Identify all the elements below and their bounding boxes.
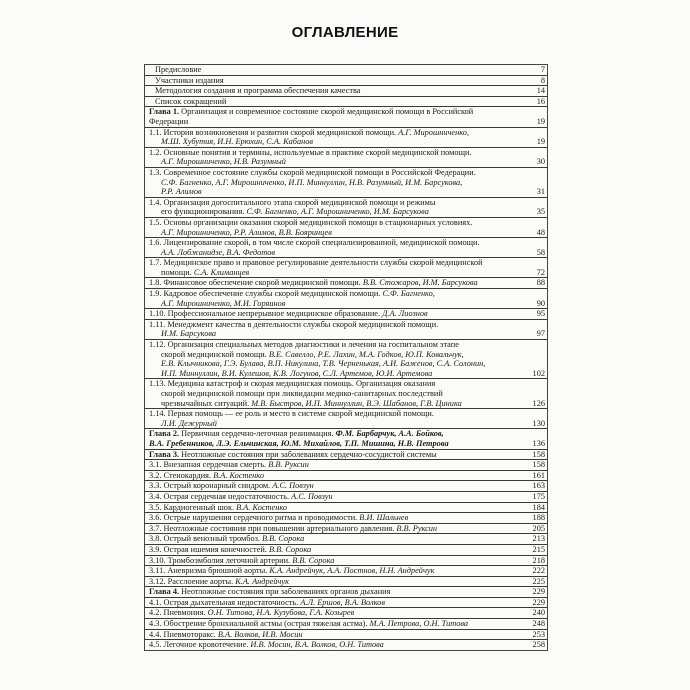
toc-entry-line bbox=[149, 148, 547, 158]
toc-entry-authors: В.А. Костенко bbox=[236, 502, 288, 512]
toc-entry-title: 1.14. Первая помощь — ее роль и место в системе скорой медицинской помощи. bbox=[149, 409, 434, 419]
toc-page-number: 253 bbox=[532, 629, 545, 639]
toc-chapter-subject: Неотложные состояния при заболеваниях сердечно-сосудистой системы bbox=[179, 449, 437, 459]
toc-page-number: 248 bbox=[532, 619, 545, 629]
toc-entry-authors: В.А. Гребенников, Л.Э. Ельчинская, Ю.М. Михайлов, Т.П. Мишина, Н.В. Петрова bbox=[149, 438, 449, 448]
toc-page-number: 31 bbox=[536, 187, 545, 197]
toc-entry-line bbox=[149, 65, 547, 75]
toc-entry-authors: В.В. Стожаров, И.М. Барсукова bbox=[362, 278, 478, 288]
toc-entry-authors: И.П. Миннуллин, В.И. Кулешов, К.В. Логунов, С.Л. Артемов, Ю.И. Артемова bbox=[161, 368, 433, 378]
toc-page-number: 225 bbox=[532, 576, 545, 586]
toc-section-row bbox=[145, 218, 547, 238]
toc-page-number: 229 bbox=[532, 597, 545, 607]
toc-section-row bbox=[145, 128, 547, 148]
toc-section-row bbox=[145, 168, 547, 198]
toc-entry-authors: А.Г. Мирошниченко, Н.В. Разумный bbox=[161, 157, 286, 167]
toc-entry-title: 4.4. Пневмоторакс. bbox=[149, 629, 218, 639]
toc-entry-line bbox=[149, 218, 547, 228]
toc-entry-line bbox=[149, 187, 547, 197]
toc-entry-line bbox=[149, 524, 547, 534]
toc-entry-title: 1.8. Финансовое обеспечение скорой медицинской помощи. bbox=[149, 278, 363, 288]
toc-entry-title: 3.3. Острый коронарный синдром. bbox=[149, 481, 273, 491]
toc-entry-line bbox=[149, 97, 547, 107]
toc-chapter-subject: Федерации bbox=[149, 116, 189, 126]
toc-front-row bbox=[145, 65, 547, 76]
toc-entry-line bbox=[149, 258, 547, 268]
toc-section-row bbox=[145, 640, 547, 650]
toc-entry-title: 1.7. Медицинское право и правовое регулирование деятельности службы скорой медицинской bbox=[149, 258, 483, 268]
toc-entry-title: 3.4. Острая сердечная недостаточность. bbox=[149, 491, 292, 501]
toc-entry-line bbox=[149, 598, 547, 608]
toc-entry-authors: М.В. Быстров, И.П. Миннуллин, В.Э. Шабанов, Г.В. Циника bbox=[251, 398, 462, 408]
toc-page-number: 229 bbox=[532, 587, 545, 597]
toc-entry-authors: Д.А. Лиознов bbox=[382, 309, 428, 319]
toc-entry-line bbox=[149, 128, 547, 138]
toc-entry-title: 1.2. Основные понятия и термины, используемые в практике скорой медицинской помощи. bbox=[149, 147, 472, 157]
toc-entry-authors: И.В. Мосин, В.А. Волков, О.Н. Титова bbox=[250, 640, 384, 650]
toc-entry-title: 1.12. Организация специальных методов диагностики и лечения на госпитальном этапе bbox=[149, 340, 459, 350]
toc-entry-line bbox=[149, 76, 547, 86]
toc-page-number: 48 bbox=[536, 227, 545, 237]
toc-entry-line bbox=[149, 340, 547, 350]
toc-section-row bbox=[145, 481, 547, 492]
toc-page-number: 88 bbox=[536, 278, 545, 288]
toc-chapter-subject: Неотложные состояния при заболеваниях органов дыхания bbox=[179, 587, 391, 597]
toc-entry-title: Глава 1. bbox=[149, 107, 180, 117]
toc-section-row bbox=[145, 545, 547, 556]
toc-entry-title: 1.9. Кадровое обеспечение службы скорой медицинской помощи. bbox=[149, 289, 383, 299]
toc-entry-line bbox=[149, 399, 547, 409]
table-of-contents bbox=[144, 64, 548, 651]
toc-entry-line bbox=[149, 481, 547, 491]
toc-page-number: 258 bbox=[532, 640, 545, 650]
toc-section-row bbox=[145, 309, 547, 320]
toc-entry-line bbox=[149, 198, 547, 208]
toc-entry-title: Предисловие bbox=[155, 65, 202, 74]
toc-entry-title: 4.1. Острая дыхательная недостаточность. bbox=[149, 597, 301, 607]
toc-entry-line bbox=[149, 503, 547, 513]
toc-section-row bbox=[145, 608, 547, 619]
toc-page-number: 8 bbox=[540, 75, 545, 85]
toc-entry-line bbox=[149, 545, 547, 555]
toc-entry-line bbox=[149, 619, 547, 629]
toc-entry-title: скорой медицинской помощи при ликвидации медико-санитарных последствий bbox=[161, 389, 443, 398]
toc-entry-line bbox=[149, 299, 547, 309]
toc-entry-title: 3.8. Острый венозный тромбоз. bbox=[149, 534, 263, 544]
toc-entry-authors: О.Н. Титова, Н.А. Кузубова, Г.А. Козырев bbox=[207, 608, 355, 618]
toc-entry-authors: В.В. Сорока bbox=[292, 555, 335, 565]
toc-entry-authors: Л.И. Дежурный bbox=[161, 418, 217, 428]
toc-page-number: 240 bbox=[532, 608, 545, 618]
toc-entry-line bbox=[149, 429, 547, 439]
toc-page-number: 184 bbox=[532, 502, 545, 512]
toc-entry-line bbox=[149, 350, 547, 360]
toc-section-row bbox=[145, 630, 547, 641]
toc-section-row bbox=[145, 619, 547, 630]
toc-entry-authors: В.Е. Савелло, Р.Е. Лахин, М.А. Годков, Ю.П. Ковальчук, bbox=[268, 349, 464, 359]
toc-entry-title: 1.13. Медицина катастроф и скорая медицинская помощь. Организация оказания bbox=[149, 379, 436, 389]
toc-page-number: 14 bbox=[536, 86, 545, 96]
toc-entry-line bbox=[149, 359, 547, 369]
toc-section-row bbox=[145, 148, 547, 168]
toc-section-row bbox=[145, 598, 547, 609]
toc-entry-line bbox=[149, 137, 547, 147]
toc-entry-line bbox=[149, 556, 547, 566]
toc-chapter-row bbox=[145, 587, 547, 598]
toc-entry-authors: В.В. Руксин bbox=[268, 460, 309, 470]
toc-page-number: 205 bbox=[532, 523, 545, 533]
toc-entry-authors: К.А. Андрейчук bbox=[235, 576, 289, 586]
toc-page-number: 188 bbox=[532, 513, 545, 523]
toc-page-number: 130 bbox=[532, 418, 545, 428]
toc-page-number: 90 bbox=[536, 298, 545, 308]
toc-entry-line bbox=[149, 117, 547, 127]
toc-section-row bbox=[145, 524, 547, 535]
toc-section-row bbox=[145, 577, 547, 588]
toc-entry-title: Глава 2. bbox=[149, 429, 180, 439]
toc-page-number: 30 bbox=[536, 157, 545, 167]
toc-page-number: 218 bbox=[532, 555, 545, 565]
toc-page-number: 72 bbox=[536, 267, 545, 277]
toc-entry-title: 4.3. Обострение бронхиальной астмы (острая тяжелая астма). bbox=[149, 619, 370, 629]
toc-entry-line bbox=[149, 513, 547, 523]
toc-section-row bbox=[145, 534, 547, 545]
toc-section-row bbox=[145, 379, 547, 409]
toc-entry-line bbox=[149, 309, 547, 319]
toc-section-row bbox=[145, 320, 547, 340]
toc-entry-title: 1.11. Менеджмент качества в деятельности службы скорой медицинской помощи. bbox=[149, 319, 439, 329]
toc-entry-authors: В.А. Костенко bbox=[213, 470, 264, 480]
toc-entry-line bbox=[149, 492, 547, 502]
toc-entry-authors: Е.В. Клычникова, Г.Э. Булава, В.П. Никулина, Т.В. Черненькая, А.И. Баженов, С.А. Солонин, bbox=[161, 359, 486, 369]
toc-entry-line bbox=[149, 107, 547, 117]
toc-entry-title: его функционирования. bbox=[161, 207, 247, 217]
toc-entry-authors: С.А. Климанцев bbox=[193, 267, 250, 277]
toc-entry-authors: Ф.М. Барбарчук, А.А. Бойков, bbox=[335, 429, 444, 439]
toc-entry-authors: К.А. Андрейчук, А.А. Постнов, Н.Н. Андрейчук bbox=[269, 566, 435, 576]
toc-entry-line bbox=[149, 534, 547, 544]
page-title: ОГЛАВЛЕНИЕ bbox=[291, 24, 399, 41]
toc-page-number: 136 bbox=[532, 438, 545, 448]
toc-entry-authors: А.Г. Мирошниченко, bbox=[398, 127, 470, 137]
toc-entry-title: 1.10. Профессиональное непрерывное медицинское образование. bbox=[149, 309, 383, 319]
toc-entry-authors: А.Л. Ершов, В.А. Волков bbox=[300, 597, 385, 607]
toc-entry-line bbox=[149, 238, 547, 248]
toc-entry-authors: А.Г. Мирошниченко, М.И. Горяинов bbox=[161, 298, 286, 308]
toc-entry-title: 3.2. Стенокардия. bbox=[149, 470, 214, 480]
toc-chapter-row bbox=[145, 429, 547, 449]
toc-entry-line bbox=[149, 278, 547, 288]
toc-entry-title: 3.7. Неотложные состояния при повышении артериального давления. bbox=[149, 523, 397, 533]
toc-entry-authors: В.А. Волков, И.В. Мосин bbox=[217, 629, 303, 639]
toc-entry-title: помощи. bbox=[161, 267, 194, 277]
toc-page-number: 19 bbox=[536, 137, 545, 147]
toc-entry-title: 1.4. Организация догоспитального этапа скорой медицинской помощи и режимы bbox=[149, 197, 436, 207]
toc-page-number: 102 bbox=[532, 368, 545, 378]
toc-entry-line bbox=[149, 329, 547, 339]
toc-entry-title: 3.5. Кардиогенный шок. bbox=[149, 502, 237, 512]
toc-entry-authors: Р.Р. Алимов bbox=[161, 187, 202, 197]
toc-entry-line bbox=[149, 587, 547, 597]
toc-entry-title: чрезвычайных ситуаций. bbox=[161, 398, 252, 408]
toc-entry-authors: И.М. Барсукова bbox=[161, 329, 217, 339]
toc-entry-line bbox=[149, 369, 547, 379]
toc-page-number: 58 bbox=[536, 247, 545, 257]
toc-entry-authors: А.Г. Мирошниченко, Р.Р. Алимов, В.В. Бояринцев bbox=[161, 227, 332, 237]
toc-entry-line bbox=[149, 379, 547, 389]
toc-entry-authors: В.В. Руксин bbox=[396, 523, 438, 533]
toc-page-number: 158 bbox=[532, 449, 545, 459]
toc-front-row bbox=[145, 86, 547, 97]
toc-page-number: 158 bbox=[532, 460, 545, 470]
toc-page-number: 175 bbox=[532, 491, 545, 501]
toc-entry-line bbox=[149, 409, 547, 419]
toc-page-number: 213 bbox=[532, 534, 545, 544]
toc-entry-line bbox=[149, 630, 547, 640]
toc-entry-line bbox=[149, 86, 547, 96]
toc-entry-title: 3.1. Внезапная сердечная смерть. bbox=[149, 460, 269, 470]
toc-section-row bbox=[145, 460, 547, 471]
toc-entry-line bbox=[149, 228, 547, 238]
toc-page-number: 95 bbox=[536, 309, 545, 319]
toc-section-row bbox=[145, 258, 547, 278]
toc-entry-title: 3.9. Острая ишемия конечностей. bbox=[149, 544, 269, 554]
toc-page-number: 126 bbox=[532, 398, 545, 408]
toc-entry-line bbox=[149, 608, 547, 618]
toc-entry-title: Глава 4. bbox=[149, 587, 180, 597]
toc-entry-authors: А.С. Повзун bbox=[291, 491, 333, 501]
toc-entry-line bbox=[149, 178, 547, 188]
toc-entry-authors: В.В. Сорока bbox=[262, 534, 305, 544]
toc-entry-line bbox=[149, 640, 547, 650]
toc-section-row bbox=[145, 471, 547, 482]
toc-entry-authors: В.И. Шальнев bbox=[359, 513, 409, 523]
toc-page-number: 7 bbox=[540, 65, 545, 74]
toc-entry-line bbox=[149, 419, 547, 429]
toc-entry-title: 4.5. Легочное кровотечение. bbox=[149, 640, 251, 650]
toc-section-row bbox=[145, 513, 547, 524]
toc-entry-authors: В.В. Сорока bbox=[268, 544, 312, 554]
toc-entry-title: 3.11. Аневризма брюшной аорты. bbox=[149, 566, 270, 576]
toc-section-row bbox=[145, 289, 547, 309]
toc-entry-line bbox=[149, 471, 547, 481]
toc-entry-line bbox=[149, 439, 547, 449]
toc-page-number: 16 bbox=[536, 96, 545, 106]
toc-section-row bbox=[145, 278, 547, 289]
toc-entry-line bbox=[149, 168, 547, 178]
toc-entry-line bbox=[149, 157, 547, 167]
toc-section-row bbox=[145, 556, 547, 567]
toc-entry-line bbox=[149, 389, 547, 399]
toc-entry-line bbox=[149, 268, 547, 278]
toc-front-row bbox=[145, 97, 547, 108]
toc-page-number: 19 bbox=[536, 116, 545, 126]
toc-entry-line bbox=[149, 460, 547, 470]
toc-entry-line bbox=[149, 320, 547, 330]
toc-page-number: 161 bbox=[532, 470, 545, 480]
toc-entry-authors: М.А. Петрова, О.Н. Титова bbox=[369, 619, 469, 629]
toc-section-row bbox=[145, 409, 547, 429]
toc-entry-authors: С.Ф. Багненко, А.Г. Мирошниченко, И.М. Барсукова bbox=[246, 207, 429, 217]
toc-page-number: 215 bbox=[532, 544, 545, 554]
toc-front-row bbox=[145, 76, 547, 87]
toc-chapter-subject: Организация и современное состояние скорой медицинской помощи в Российской bbox=[179, 107, 474, 117]
toc-entry-title: Участники издания bbox=[155, 75, 224, 85]
toc-entry-line bbox=[149, 450, 547, 460]
toc-page-number: 222 bbox=[532, 566, 545, 576]
toc-page-number: 163 bbox=[532, 481, 545, 491]
toc-entry-line bbox=[149, 289, 547, 299]
toc-section-row bbox=[145, 340, 547, 379]
toc-entry-title: Методология создания и программа обеспечения качества bbox=[155, 86, 361, 96]
toc-entry-title: 1.3. Современное состояние службы скорой медицинской помощи в Российской Федерации. bbox=[149, 167, 476, 177]
toc-entry-title: 1.5. Основы организации оказания скорой медицинской помощи в стационарных условиях. bbox=[149, 217, 473, 227]
toc-entry-authors: С.Ф. Багненко, bbox=[382, 289, 435, 299]
toc-section-row bbox=[145, 198, 547, 218]
toc-section-row bbox=[145, 492, 547, 503]
toc-entry-authors: А.А. Лобжанидзе, В.А. Федотов bbox=[161, 247, 275, 257]
toc-entry-line bbox=[149, 248, 547, 258]
toc-entry-authors: А.С. Повзун bbox=[272, 481, 314, 491]
toc-chapter-subject: Первичная сердечно-легочная реанимация. bbox=[179, 429, 336, 439]
toc-section-row bbox=[145, 566, 547, 577]
toc-entry-title: 1.6. Лицензирование скорой, в том числе скорой специализированной, медицинской помощи. bbox=[149, 238, 480, 248]
toc-entry-title: 4.2. Пневмония. bbox=[149, 608, 208, 618]
toc-entry-line bbox=[149, 207, 547, 217]
toc-chapter-row bbox=[145, 107, 547, 127]
toc-entry-line bbox=[149, 577, 547, 587]
toc-page-number: 97 bbox=[536, 329, 545, 339]
toc-entry-title: 3.10. Тромбоэмболия легочной артерии. bbox=[149, 555, 293, 565]
toc-entry-title: скорой медицинской помощи. bbox=[161, 349, 269, 359]
toc-section-row bbox=[145, 503, 547, 514]
toc-chapter-row bbox=[145, 450, 547, 461]
toc-entry-title: Глава 3. bbox=[149, 449, 180, 459]
toc-section-row bbox=[145, 238, 547, 258]
toc-entry-authors: М.Ш. Хубутия, И.Н. Ерюхин, С.А. Кабанов bbox=[161, 137, 313, 147]
toc-entry-title: Список сокращений bbox=[155, 96, 227, 106]
toc-entry-title: 3.12. Расслоение аорты. bbox=[149, 576, 236, 586]
toc-entry-line bbox=[149, 566, 547, 576]
toc-entry-authors: С.Ф. Багненко, А.Г. Мирошниченко, И.П. Миннуллин, Н.В. Разумный, И.М. Барсукова, bbox=[161, 177, 463, 187]
toc-entry-title: 3.6. Острые нарушения сердечного ритма и проводимости. bbox=[149, 513, 360, 523]
toc-entry-title: 1.1. История возникновения и развития скорой медицинской помощи. bbox=[149, 127, 399, 137]
toc-page-number: 35 bbox=[536, 207, 545, 217]
